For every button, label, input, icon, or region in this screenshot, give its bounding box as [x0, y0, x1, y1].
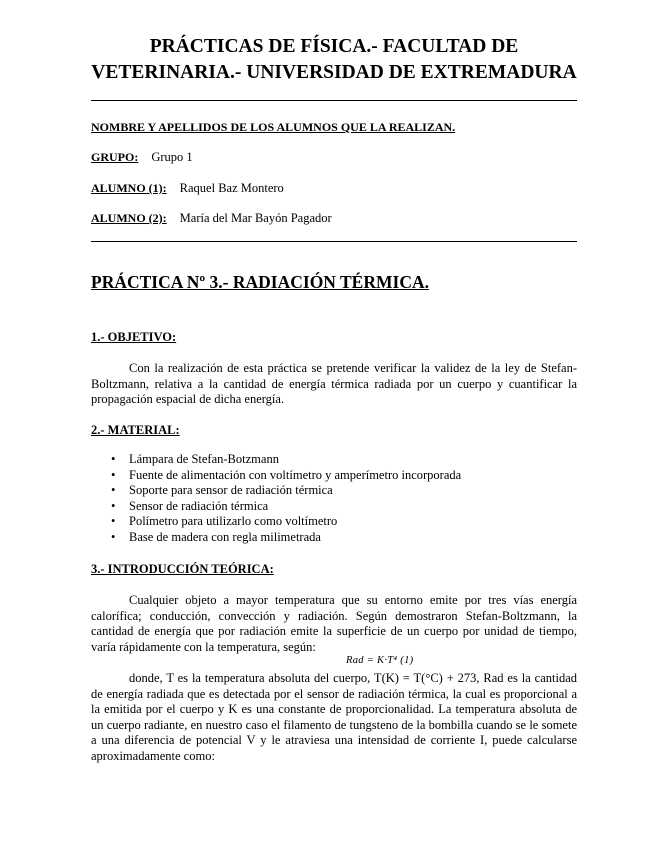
bottom-divider	[91, 241, 577, 242]
practice-title: PRÁCTICA Nº 3.- RADIACIÓN TÉRMICA.	[91, 272, 429, 292]
group-label: GRUPO:	[91, 150, 139, 164]
group-value: Grupo 1	[151, 150, 193, 164]
section-objetivo-heading: 1.- OBJETIVO:	[91, 330, 177, 344]
material-list	[91, 452, 461, 545]
alumno2-row	[91, 209, 332, 227]
list-item: • Soporte para sensor de radiación térmica	[111, 483, 333, 497]
introduccion-paragraph-1: Cualquier objeto a mayor temperatura que su entorno emite por tres vías energía calorífica; conducción, convección y radiación. Según demostraron Stefan-Boltzmann, la cantidad de energía que por radiación emite la superficie de un cuerpo por unidad de tiempo, varía rápidamente con la temperatura, según:	[91, 593, 577, 654]
title-line-1: PRÁCTICAS DE FÍSICA.- FACULTAD DE	[149, 36, 519, 57]
document-title	[91, 34, 577, 86]
alumno1-label: ALUMNO (1):	[91, 181, 167, 195]
students-heading: NOMBRE Y APELLIDOS DE LOS ALUMNOS QUE LA REALIZAN.	[91, 120, 456, 134]
introduccion-paragraph-2: donde, T es la temperatura absoluta del cuerpo, T(K) = T(°C) + 273, Rad es la cantidad de energía radiada que es detectada por el sensor de radiación térmica, la cual es proporcional a la emitida por el cuerpo y K es una constante de proporcionalidad. La temperatura absoluta de un cuerpo radiante, en nuestro caso el filamento de tungsteno de la bombilla cuando se le somete a una diferencia de potencial V y le atraviesa una intensidad de corriente I, puede calcularse aproximadamente como:	[91, 671, 577, 763]
list-item: • Polímetro para utilizarlo como voltímetro	[111, 514, 338, 528]
list-item: • Base de madera con regla milimetrada	[111, 529, 321, 544]
section-objetivo-text: Con la realización de esta práctica se pretende verificar la validez de la ley de Stefan-Boltzmann, relativa a la cantidad de energía térmica radiada por un cuerpo y cuantificar la propagación espacial de dicha energía.	[91, 361, 577, 406]
top-divider	[91, 100, 577, 101]
section-introduccion-heading: 3.- INTRODUCCIÓN TEÓRICA:	[91, 562, 274, 576]
alumno1-value: Raquel Baz Montero	[179, 181, 284, 195]
list-item: • Lámpara de Stefan-Botzmann	[111, 452, 279, 466]
stefan-boltzmann-formula: Rad = K·T⁴ (1)	[346, 655, 414, 666]
alumno2-label: ALUMNO (2):	[91, 211, 167, 225]
list-item: • Sensor de radiación térmica	[111, 498, 269, 513]
section-material-heading: 2.- MATERIAL:	[91, 423, 180, 437]
title-line-2: VETERINARIA.- UNIVERSIDAD DE EXTREMADURA	[91, 62, 577, 83]
group-row	[91, 148, 193, 166]
list-item: • Fuente de alimentación con voltímetro y amperímetro incorporada	[111, 467, 462, 482]
alumno2-value: María del Mar Bayón Pagador	[179, 211, 332, 225]
alumno1-row	[91, 179, 284, 197]
